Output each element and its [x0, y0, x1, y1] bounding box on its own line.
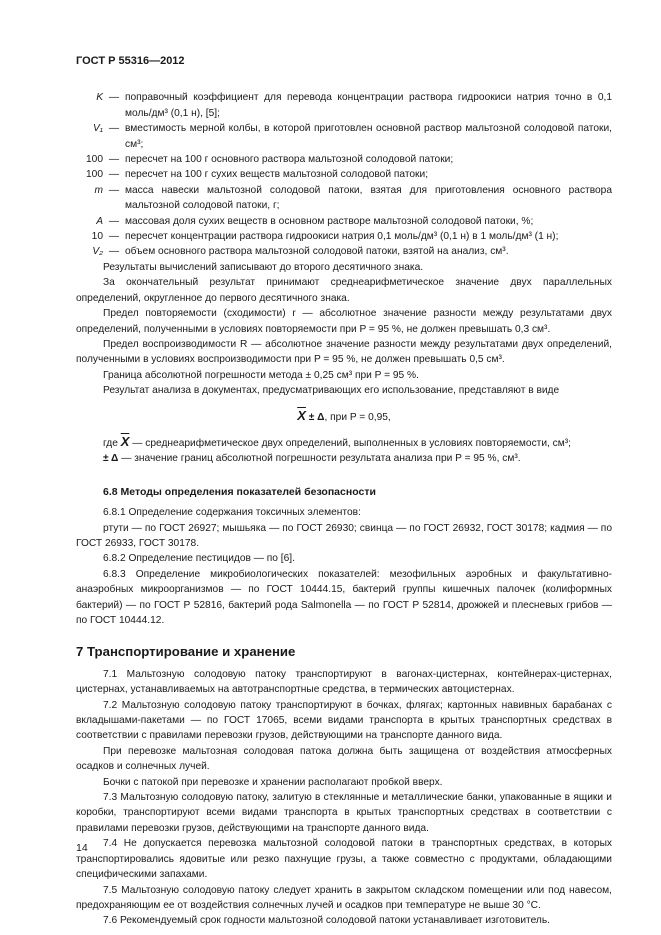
paragraph-6-8-1: 6.8.1 Определение содержания токсичных элементов:	[103, 507, 361, 519]
paragraph-7-2-protection: При перевозке мальтозная солодовая патока должна быть защищена от воздействия атмосферных осадков и солнечных лучей.	[76, 745, 612, 773]
definition-dash: —	[108, 123, 120, 135]
definition-symbol: 100	[86, 154, 103, 166]
definition-symbol: 100	[86, 169, 103, 181]
where-delta-symbol: ± Δ	[103, 453, 119, 465]
definition-symbol: K	[96, 92, 103, 104]
paragraph-7-5: 7.5 Мальтозную солодовую патоку следует хранить в закрытом складском помещении или под навесом, предохраняющим ее от воздействия солнечных лучей и осадков при температуре не выше 30 °С.	[76, 884, 612, 911]
definition-text: масса навески мальтозной солодовой патоки, взятая для приготовления основного раствора мальтозной солодовой патоки, г;	[125, 184, 612, 212]
definitions-list	[76, 90, 612, 259]
paragraph-7-1: 7.1 Мальтозную солодовую патоку транспортируют в вагонах-цистернах, контейнерах-цистернах, цистернах, устанавливаемых на автотранспортные средства, в термических автоцистернах.	[76, 668, 612, 696]
definition-text: массовая доля сухих веществ в основном растворе мальтозной солодовой патоки, %;	[125, 215, 534, 227]
definition-item	[76, 167, 612, 182]
definition-dash: —	[108, 215, 120, 227]
definition-symbol: m	[94, 184, 103, 196]
definition-symbol: V₂	[92, 246, 103, 258]
paragraph-error-limit: Граница абсолютной погрешности метода ± 0,25 см³ при P = 95 %.	[103, 369, 419, 381]
definition-item	[76, 244, 612, 259]
page-number: 14	[76, 842, 88, 854]
definition-dash: —	[108, 92, 120, 104]
paragraph-reproducibility: Предел воспроизводимости R — абсолютное значение разности между результатами двух определений, полученными в условиях воспроизводимости при P = 95 %, не должен превышать 0,5 см³.	[76, 338, 612, 366]
definition-text: пересчет на 100 г основного раствора мальтозной солодовой патоки;	[125, 154, 454, 166]
definition-symbol: 10	[91, 231, 103, 243]
definition-symbol: A	[96, 215, 103, 227]
paragraph-repeatability: Предел повторяемости (сходимости) r — абсолютное значение разности между результатами двух определений, полученными в условиях повторяемости при P = 95 %, не должен превышать 0,3 см³.	[76, 308, 612, 335]
formula	[76, 408, 612, 425]
definition-text: вместимость мерной колбы, в которой приготовлен основной раствор мальтозной солодовой патоки, см³;	[125, 123, 612, 150]
section-6-8-title: 6.8 Методы определения показателей безопасности	[103, 485, 376, 498]
where-mean-line: где $\overline{X}$ — среднеарифметическое двух определений, выполненных в условиях повторяемости, см³;	[103, 433, 572, 449]
formula-condition: , при P = 0,95,	[324, 411, 391, 423]
paragraph-toxic-elements: ртути — по ГОСТ 26927; мышьяка — по ГОСТ 26930; свинца — по ГОСТ 26932, ГОСТ 30178; кадмия — по ГОСТ 26933, ГОСТ 30178.	[76, 522, 612, 549]
document-page	[76, 54, 612, 929]
definition-item	[76, 229, 612, 244]
definition-dash: —	[108, 184, 120, 196]
paragraph-7-2: 7.2 Мальтозную солодовую патоку транспортируют в бочках, флягах; картонных навивных барабанах с вкладышами-пакетами — по ГОСТ 17065, всеми видами транспорта в крытых транспортных средствах в соответствии с правилами перевозки грузов, действующими на транспорте данного вида.	[76, 699, 612, 742]
definition-text: поправочный коэффициент для перевода концентрации раствора гидроокиси натрия точно в 0,1 моль/дм³ (0,1 н), [5];	[125, 92, 612, 119]
definition-text: пересчет концентрации раствора гидроокиси натрия 0,1 моль/дм³ (0,1 н) в 1 моль/дм³ (1 н);	[125, 231, 559, 243]
where-mean-text: — среднеарифметическое двух определений, выполненных в условиях повторяемости, см³;	[132, 437, 572, 449]
definition-item	[76, 90, 612, 121]
definition-dash: —	[108, 154, 120, 166]
definition-dash: —	[108, 246, 120, 258]
paragraph-7-2-barrels: Бочки с патокой при перевозке и хранении располагают пробкой вверх.	[103, 776, 443, 788]
section-7-title: 7 Транспортирование и хранение	[76, 644, 296, 660]
definition-dash: —	[108, 169, 120, 181]
where-mean-symbol: $\overline{X}$	[120, 433, 130, 449]
paragraph-6-8-2: 6.8.2 Определение пестицидов — по [6].	[103, 553, 295, 565]
where-delta-line	[76, 451, 612, 466]
formula-mean-symbol: $\overline{X}$	[297, 407, 306, 423]
definition-item	[76, 183, 612, 214]
paragraph-final-result: За окончательный результат принимают среднеарифметическое значение двух параллельных определений, округленное до первого десятичного знака.	[76, 277, 612, 304]
where-delta-text: — значение границ абсолютной погрешности результата анализа при P = 95 %, см³.	[121, 453, 521, 465]
definition-dash: —	[108, 231, 120, 243]
definition-text: объем основного раствора мальтозной солодовой патоки, взятой на анализ, см³.	[125, 246, 509, 258]
paragraph-documents: Результат анализа в документах, предусматривающих его использование, представляют в виде	[103, 385, 560, 397]
definition-item	[76, 121, 612, 152]
document-header: ГОСТ Р 55316—2012	[76, 55, 185, 67]
paragraph-7-4: 7.4 Не допускается перевозка мальтозной солодовой патоки в транспортных средствах, в которых транспортировались ядовитые или резко пахнущие грузы, а также совместно с продуктами, обладающими специфическими запахами.	[76, 838, 612, 881]
paragraph-results: Результаты вычислений записывают до второго десятичного знака.	[103, 261, 424, 273]
definition-symbol: V₁	[92, 123, 103, 135]
definition-item	[76, 214, 612, 229]
definition-item	[76, 152, 612, 167]
paragraph-7-3: 7.3 Мальтозную солодовую патоку, залитую в стеклянные и металлические банки, упакованные в ящики и коробки, транспортируют всеми видами транспорта в крытых транспортных средствах в соответствии с правилами перевозки грузов, действующими на транспорте данного вида.	[76, 792, 612, 834]
definition-text: пересчет на 100 г сухих веществ мальтозной солодовой патоки;	[125, 169, 429, 181]
paragraph-6-8-3: 6.8.3 Определение микробиологических показателей: мезофильных аэробных и факультативно-анаэробных микроорганизмов — по ГОСТ 10444.15, бактерий группы кишечных палочек (колиформных бактерий) — по ГОСТ Р 52816, бактерий рода Salmonella — по ГОСТ Р 52814, дрожжей и плесневых грибов — по ГОСТ 10444.12.	[76, 568, 612, 626]
formula-pm-delta: ± Δ	[308, 411, 325, 423]
paragraph-7-6: 7.6 Рекомендуемый срок годности мальтозной солодовой патоки устанавливает изготовитель.	[103, 915, 551, 927]
